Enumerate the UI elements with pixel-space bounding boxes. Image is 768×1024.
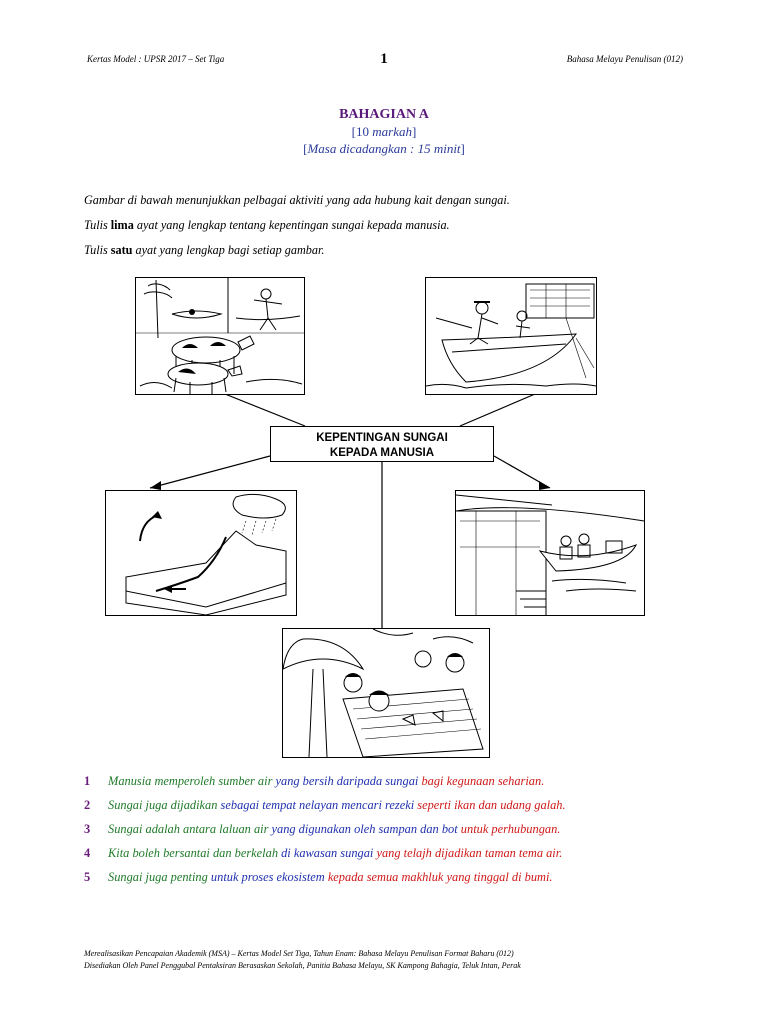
time-word: Masa dicadangkan : 15 minit	[307, 141, 461, 156]
header-left: Kertas Model : UPSR 2017 – Set Tiga	[87, 54, 225, 64]
instruction-2: Tulis lima ayat yang lengkap tentang kepentingan sungai kepada manusia.	[84, 218, 450, 232]
footer-line2: Disediakan Oleh Panel Penggubal Pentaksiran Berasaskan Sekolah, Panitia Bahasa Melayu, SK Kampong Bahagia, Teluk Intan, Perak	[84, 961, 521, 970]
section-heading	[0, 106, 768, 157]
answer-5: 5 Sungai juga penting untuk proses ekosistem kepada semua makhluk yang tinggal di bumi.	[84, 870, 553, 884]
instruction-2-bold: lima	[110, 218, 134, 232]
river-importance-diagram	[95, 276, 685, 766]
answer-3: 3 Sungai adalah antara laluan air yang digunakan oleh sampan dan bot untuk perhubungan.	[84, 822, 561, 836]
instruction-3-bold: satu	[110, 243, 133, 257]
marks-line: [10 markah]	[351, 124, 417, 139]
footer-line1: Merealisasikan Pencapaian Akademik (MSA) – Kertas Model Set Tiga, Tahun Enam: Bahasa Melayu Penulisan Format Baharu (012)	[84, 949, 514, 958]
picnic-illustration	[283, 629, 489, 757]
answer-4: 4 Kita boleh bersantai dan berkelah di kawasan sungai yang telajh dijadikan taman tema air.	[84, 846, 563, 860]
picture-fishing-boat	[425, 277, 597, 395]
center-title-box	[270, 426, 494, 462]
boat-transport-illustration	[456, 491, 644, 615]
answer-1: 1 Manusia memperoleh sumber air yang bersih daripada sungai bagi kegunaan seharian.	[84, 774, 545, 788]
header-right: Bahasa Melayu Penulisan (012)	[566, 54, 683, 64]
section-title: BAHAGIAN A	[339, 107, 429, 122]
picture-water-cycle	[105, 490, 297, 616]
center-title-line2: KEPADA MANUSIA	[329, 447, 435, 459]
picture-bathing-livestock	[135, 277, 305, 395]
water-cycle-illustration	[106, 491, 296, 615]
picture-picnic	[282, 628, 490, 758]
instruction-1: Gambar di bawah menunjukkan pelbagai aktiviti yang ada hubung kait dengan sungai.	[84, 193, 510, 207]
answer-2: 2 Sungai juga dijadikan sebagai tempat nelayan mencari rezeki seperti ikan dan udang galah.	[84, 798, 566, 812]
picture-boat-transport	[455, 490, 645, 616]
time-line: [Masa dicadangkan : 15 minit]	[303, 141, 465, 156]
fishing-boat-illustration	[426, 278, 596, 394]
center-title-line1: KEPENTINGAN SUNGAI	[316, 432, 448, 444]
marks-word: markah	[372, 124, 412, 139]
instruction-3: Tulis satu ayat yang lengkap bagi setiap gambar.	[84, 243, 325, 257]
bathing-livestock-illustration	[136, 278, 304, 394]
page-number: 1	[380, 51, 388, 67]
